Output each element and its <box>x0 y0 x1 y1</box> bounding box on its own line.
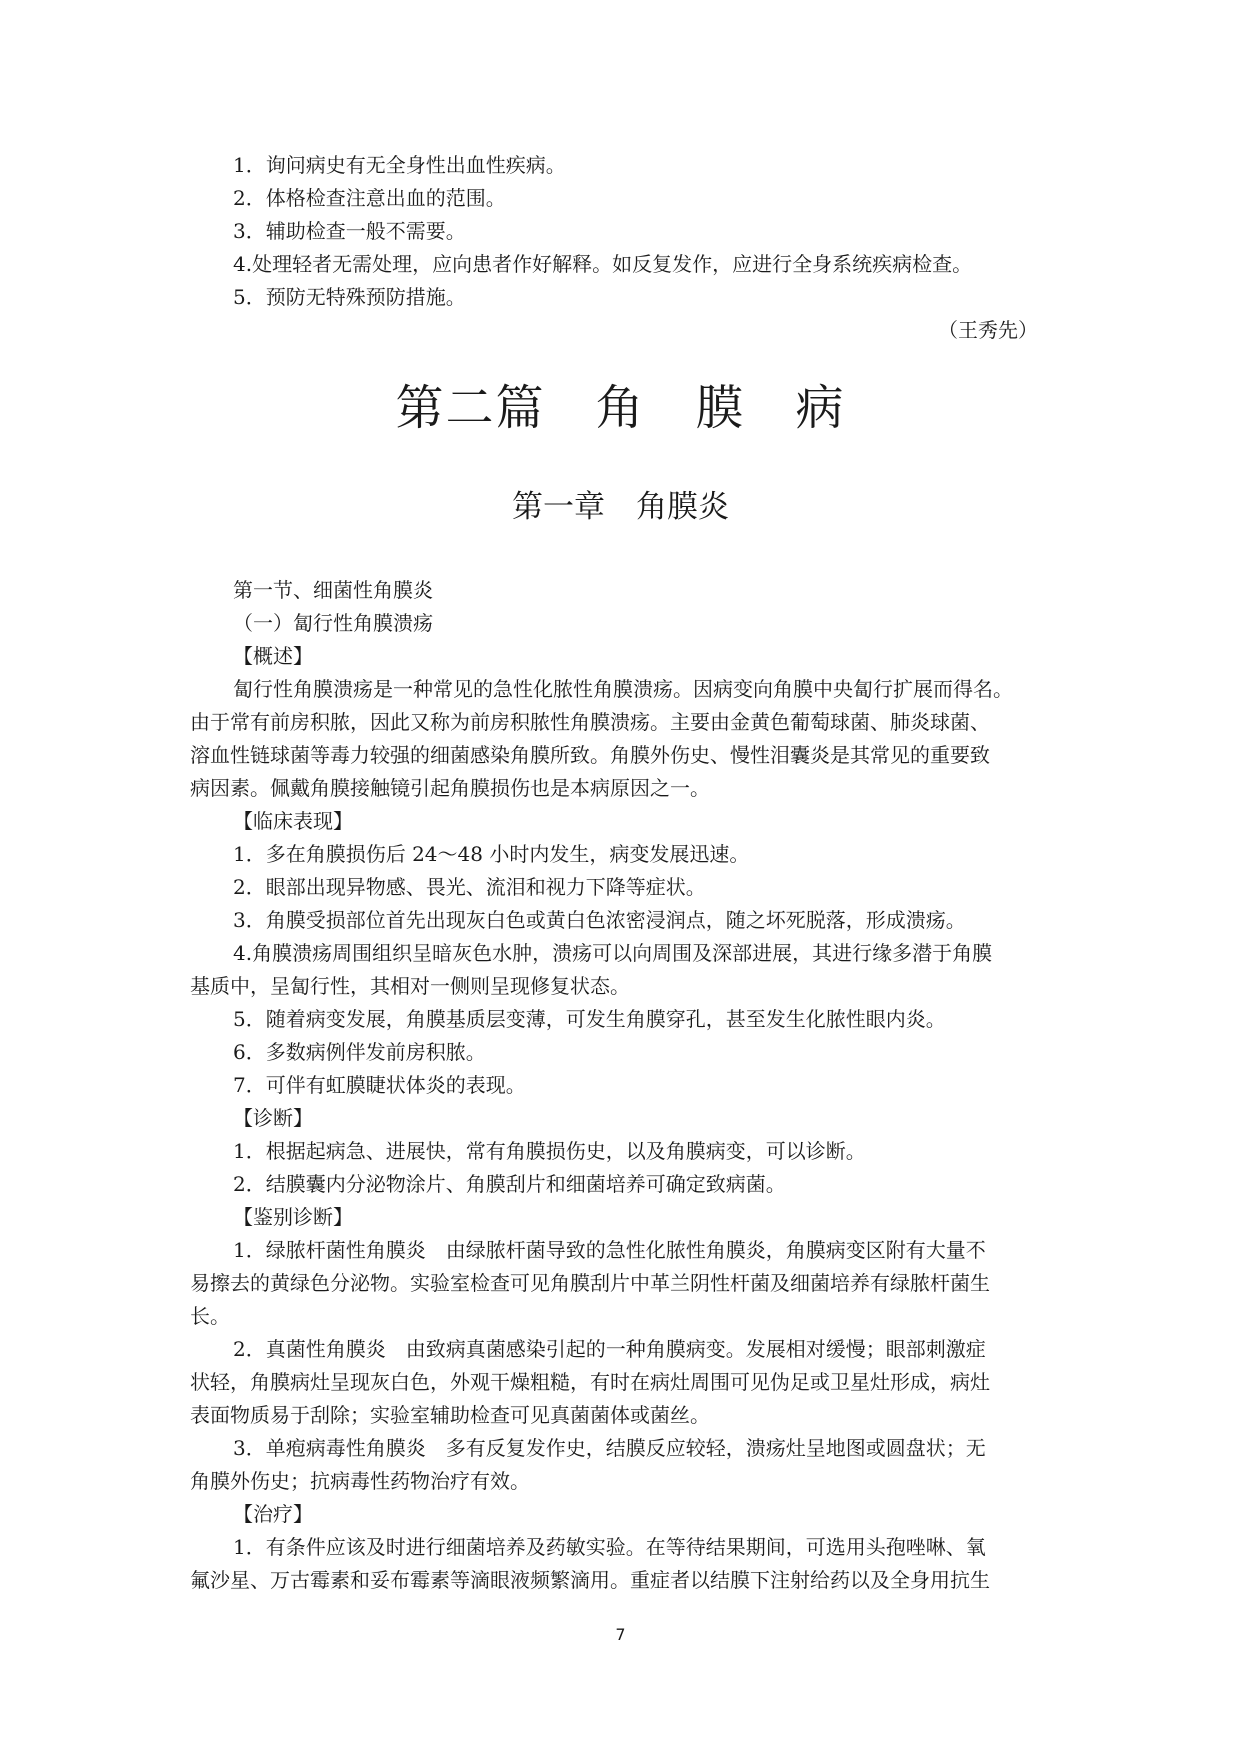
list-item: 3．单疱病毒性角膜炎 多有反复发作史，结膜反应较轻，溃疡灶呈地图或圆盘状；无 <box>233 1436 986 1460</box>
page-number: 7 <box>615 1625 626 1644</box>
diagnosis-heading: 【诊断】 <box>233 1106 313 1130</box>
overview-heading: 【概述】 <box>233 644 313 668</box>
section-title: 第一节、细菌性角膜炎 <box>233 578 433 602</box>
list-item: 1．绿脓杆菌性角膜炎 由绿脓杆菌导致的急性化脓性角膜炎，角膜病变区附有大量不 <box>233 1238 986 1262</box>
clinical-heading: 【临床表现】 <box>233 809 353 833</box>
list-item: 状轻，角膜病灶呈现灰白色，外观干燥粗糙，有时在病灶周围可见伪足或卫星灶形成，病灶 <box>190 1370 990 1394</box>
list-item: 5．随着病变发展，角膜基质层变薄，可发生角膜穿孔，甚至发生化脓性眼内炎。 <box>233 1007 946 1031</box>
chapter-title: 第一章 角膜炎 <box>512 489 729 525</box>
list-item: 4.角膜溃疡周围组织呈暗灰色水肿，溃疡可以向周围及深部进展，其进行缘多潜于角膜 <box>233 941 993 965</box>
list-item: 氟沙星、万古霉素和妥布霉素等滴眼液频繁滴用。重症者以结膜下注射给药以及全身用抗生 <box>190 1568 990 1592</box>
part-title: 第二篇 角 膜 病 <box>395 380 846 436</box>
list-item: 表面物质易于刮除；实验室辅助检查可见真菌菌体或菌丝。 <box>190 1403 710 1427</box>
paragraph-line: 匐行性角膜溃疡是一种常见的急性化脓性角膜溃疡。因病变向角膜中央匐行扩展而得名。 <box>233 677 1013 701</box>
paragraph-line: 由于常有前房积脓，因此又称为前房积脓性角膜溃疡。主要由金黄色葡萄球菌、肺炎球菌、 <box>190 710 990 734</box>
list-item: 1．多在角膜损伤后 24～48 小时内发生，病变发展迅速。 <box>233 842 750 866</box>
list-item: 6．多数病例伴发前房积脓。 <box>233 1040 486 1064</box>
paragraph-line: 溶血性链球菌等毒力较强的细菌感染角膜所致。角膜外伤史、慢性泪囊炎是其常见的重要致 <box>190 743 990 767</box>
list-item: 1．根据起病急、进展快，常有角膜损伤史，以及角膜病变，可以诊断。 <box>233 1139 866 1163</box>
subsection-title: （一）匐行性角膜溃疡 <box>233 611 433 635</box>
list-item: 1．有条件应该及时进行细菌培养及药敏实验。在等待结果期间，可选用头孢唑啉、氧 <box>233 1535 986 1559</box>
list-item: 角膜外伤史；抗病毒性药物治疗有效。 <box>190 1469 530 1493</box>
list-item: 2．结膜囊内分泌物涂片、角膜刮片和细菌培养可确定致病菌。 <box>233 1172 786 1196</box>
differential-heading: 【鉴别诊断】 <box>233 1205 353 1229</box>
list-item: 易擦去的黄绿色分泌物。实验室检查可见角膜刮片中革兰阴性杆菌及细菌培养有绿脓杆菌生 <box>190 1271 990 1295</box>
list-item: 基质中，呈匐行性，其相对一侧则呈现修复状态。 <box>190 974 630 998</box>
list-item: 4.处理轻者无需处理，应向患者作好解释。如反复发作，应进行全身系统疾病检查。 <box>233 252 973 276</box>
list-item: 7．可伴有虹膜睫状体炎的表现。 <box>233 1073 526 1097</box>
list-item: 长。 <box>190 1304 230 1328</box>
list-item: 3．辅助检查一般不需要。 <box>233 219 466 243</box>
list-item: 2．体格检查注意出血的范围。 <box>233 186 506 210</box>
list-item: 2．真菌性角膜炎 由致病真菌感染引起的一种角膜病变。发展相对缓慢；眼部刺激症 <box>233 1337 986 1361</box>
list-item: 3．角膜受损部位首先出现灰白色或黄白色浓密浸润点，随之坏死脱落，形成溃疡。 <box>233 908 966 932</box>
treatment-heading: 【治疗】 <box>233 1502 313 1526</box>
list-item: 5．预防无特殊预防措施。 <box>233 285 466 309</box>
author-signature: （王秀先） <box>938 318 1038 342</box>
paragraph-line: 病因素。佩戴角膜接触镜引起角膜损伤也是本病原因之一。 <box>190 776 710 800</box>
list-item: 2．眼部出现异物感、畏光、流泪和视力下降等症状。 <box>233 875 706 899</box>
list-item: 1．询问病史有无全身性出血性疾病。 <box>233 153 566 177</box>
